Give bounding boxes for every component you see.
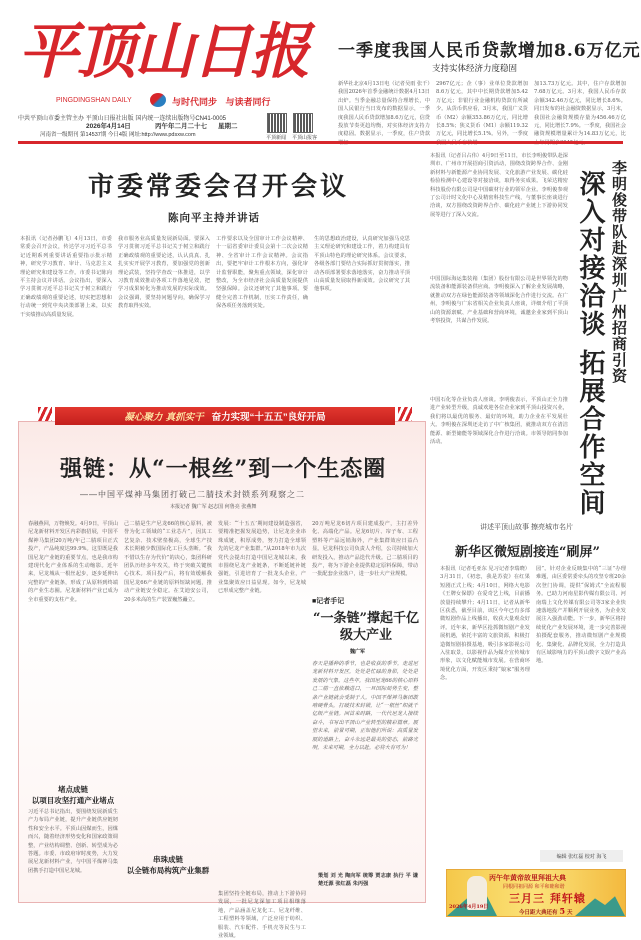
lunar-date: 丙午年二月二十七 xyxy=(155,123,207,130)
qr-label: 平顶山报客 xyxy=(292,135,318,141)
section-heading-line: 堵点成链 xyxy=(58,785,88,794)
qr-code-icon[interactable] xyxy=(267,113,287,133)
editor-credits: 编辑 张红磊 校对 海飞 xyxy=(540,850,623,862)
reporter-note-text: 春天是播种的季节，也是收获的季节。走进尼龙新材料开发区，处处是忙碌的身影，处处是发展的气象。这些年，我国尼龙66的核心原料己二腈一直依赖进口，一旦国际局势生变，整条产业链就会受制于人。中国平煤神马集团敢啃硬骨头，打破技术封锁，让“一根丝”织就千亿级产业链。回首来时路，一代代尼龙人接续奋斗，书写出平顶山产业转型的精彩篇章。展望未来，前景可期，正如他们所说：高质量发展的道路上，奋斗永远是最美的姿态，前路光明，未来可期，全力以赴，必将大有可为！ xyxy=(312,661,418,752)
qr-code-icon[interactable] xyxy=(293,113,313,133)
lead-story-column: 我市服务业高质量发展新局面。要深入学习贯彻习近平总书记关于树立和践行正确政绩观的重要论述，认认真真、扎扎实实开展学习教育，要加强党的创新理论武装，坚持学查改一体推进，以学习教育成效推动各项工作落地见效，把学习成果转化为推动发展的实际成效。会议强调，要坚持问题导向，确保学习教育取得实效。 xyxy=(118,236,210,310)
lead-story-subtitle: 陈向平主持并讲话 xyxy=(168,212,260,224)
top-story-column: 2967亿元；企（事）业单位贷款增加8.6万亿元，其中中长期贷款增加5.42万亿元；非银行业金融机构贷款有所减少。从货币供应看，3月末，我国广义货币（M2）余额353.86万亿元，同比增长8.5%；狭义货币（M1）余额119.32万亿元，同比增长5.1%。另外，一季度 xyxy=(436,81,528,138)
section-heading-line: 串珠成链 xyxy=(153,855,183,864)
masthead-slogan: 与时代同步 与读者同行 xyxy=(172,97,271,107)
feature-column: 春融燕回，万物焕发。4月9日，平顶山尼龙新材料开发区内彩旗招展，中国平煤神马集团20万吨/年己二腈项目正式投产，产品纯度达99.9%。这里既是我国尼龙产业链的重要节点，也是我市构建现代化产业体系的生动缩影。近年来，尼龙城从一根丝起步，逐步延伸出完整的产业链条，形成了从原料到终端的产业生态圈。尼龙新材料产业已成为全市重要的支柱产业。 xyxy=(28,521,118,603)
right-story-headline[interactable]: 深入对接洽谈 拓展合作空间 xyxy=(575,170,605,518)
newspaper-logo: 平顶山日报 xyxy=(18,17,308,87)
qr-label: 平顶新闻 xyxy=(266,135,287,141)
ad-main-text: 三月三 拜轩辕 xyxy=(509,892,586,905)
feature-subtitle: ——中国平煤神马集团打破己二腈技术封锁系列观察之二 xyxy=(80,490,305,499)
top-story-column: 新华社北京4月13日电（记者吴雨 张千）我国2026年首季金融统计数据4月13日出炉。当季金融总量保持合理增长，中国人民银行当日发布的数据显示，一季度我国人民币贷款增加8.6万亿元，信贷投放节奏更趋均衡，对实体经济支持力度稳固。数据显示，一季度，住户贷款 xyxy=(338,81,430,138)
issue-date: 2026年4月14日 xyxy=(86,123,131,130)
section-heading xyxy=(28,784,118,806)
top-story-subtitle: 支持实体经济力度稳固 xyxy=(432,63,518,73)
ad-slogan: 同根同祖同源 和平和睦和谐 xyxy=(503,884,565,890)
top-story-column: 加13.73万亿元。其中，住户存款增加7.68万亿元。3月末，我国人民币存款余额342.46万亿元，同比增长8.6%。同日发布的社会融资数据显示，3月末，我国社会融资规模存量为456.46万亿元，同比增长7.9%。一季度，我国社会融资规模增量累计为14.83万亿元，比 xyxy=(534,81,626,138)
section-text: 集团坚持全链布局，推动上下游协同发展，一批尼龙深加工项目相继落地，产品涵盖尼龙化工、尼龙纤维、工程塑料等领域，广泛应用于纺织、服装、汽车配件、手机壳等民生与工业领域。 xyxy=(218,891,306,940)
feature-column: 20万吨尼龙6切片项目建成投产，主打差异化、高端化产品。尼龙6切片、帘子布、工程塑料等产品远销海外，产业集群效应日益凸显。尼龙科技公司负责人介绍，公司持续加大研发投入，推动产品迭代升级。己二腈项目的投产，将为下游企业提供稳定原料保障，带动一批配套企业落户，进一步壮大产业规模。 xyxy=(312,521,418,578)
ad-banner[interactable] xyxy=(446,869,626,917)
section-text: 习近平总书记指出，要围绕发展新质生产力布局产业链，提升产业链供应链韧性和安全水平。平顶山因煤而生，因煤而兴，随着经济形势变化和国家政策调整，产业结构调整、创新、转型成为必答题。市委、市政府审时度势，大力发展尼龙新材料产业，与中国平煤神马集团携手打造中国尼龙城。 xyxy=(28,809,118,874)
ad-title: 丙午年黄帝故里拜祖大典 xyxy=(489,873,566,882)
feature-column: 发展：“‘十五五’期间建设制造强省，要精准把握发展趋势，让尼龙企业串珠成链，积厚成势，努力打造全球领先的尼龙产业集群。”从2018年市九次党代会提出打造中国尼龙城以来，我市围绕尼龙产业链条，不断延链补链强链，引进培育了一批龙头企业，产业集聚效应日益显现。如今，尼龙城已形成完整产业链。 xyxy=(218,521,306,595)
sub-story-headline[interactable]: 新华区微短剧接连“刷屏” xyxy=(455,545,600,560)
lead-story-headline[interactable]: 市委常委会召开会议 xyxy=(88,172,350,202)
right-story-column: 中国石化等企业负责人座谈。李明俊表示，平顶山正全力推进产业转型升级，真诚欢迎各位企业家到平顶山投资兴业，我们将以最优的服务、最好的环境，助力企业在平发展壮大。李明俊在深圳还走访了中广核集团，就推动双方在清洁能源、新型储能等领域深化合作进行洽谈。市领导陪同参加活动。 xyxy=(430,397,568,446)
countdown-days: 5 xyxy=(559,906,566,916)
english-name: PINGDINGSHAN DAILY xyxy=(56,97,132,104)
countdown-suffix: 天 xyxy=(566,910,573,916)
ad-countdown xyxy=(519,906,572,916)
reporter-note-headline[interactable]: “一条链”撑起千亿级大产业 xyxy=(313,611,419,643)
theme-banner xyxy=(55,407,395,425)
issue-info: 河南省一级期刊 第14537期 今日4版 网址:http://www.pdsxw.com xyxy=(40,132,196,138)
sub-story-column: 本报讯（记者毛亚东 见习记者李瑞晓）3月31日，《初恋，我是苏瓷》在红果短剧正式上线；4月10日，网络大电影《王牌女保镖》在爱奇艺上线，目前播放量持续攀升；4月11日，记者从新华区获悉，截至目前，该区今年已有多部微短剧作品上线播出，收获大量观众好评。近年来，新华区抢抓微短剧产业发展机遇，依托丰富的文旅资源，积极打造微短剧拍摄基地，吸引多家影视公司入驻取景，以影视作品为媒介宣传城市形象，以文化赋能城市发展。在营商环境优化方面，开发区秉持“娘家”服务理念。 xyxy=(440,566,530,682)
feature-credits: 策划 刘 光 陶向军 统筹 贾志康 执行 平 谦 楚迁源 张红磊 朱丙强 xyxy=(318,873,418,888)
ad-date: 2026年4月19日 xyxy=(449,904,489,910)
publisher-line: 中共平顶山市委主管主办 平顶山日报社出版 国内统一连续出版物号CN41-0005 xyxy=(18,116,227,122)
weekday: 星期二 xyxy=(218,123,238,130)
right-story-subhead: 李明俊带队赴深圳广州招商引资 xyxy=(610,160,627,384)
lead-story-column: 本报讯（记者孙鹏飞）4月13日，市委常委会召开会议，传达学习习近平总书记近期系列重要讲话重要指示批示精神，研究学习教育、审计、马克思主义理论研究和建设等工作。市委书记陈向平主持会议并讲话。会议指出，要深入学习贯彻习近平总书记关于树立和践行正确政绩观的重要论述，切实把思想和行动统一到党中央决策部署上来，以实干实绩推动高质量发展。 xyxy=(20,236,112,318)
reporter-note-tag: ■记者手记 xyxy=(312,598,345,605)
banner-text: 奋力实现“十五五”良好开局 xyxy=(211,412,326,423)
countdown-prefix: 今日距大典还有 xyxy=(519,910,558,916)
sub-story-column: 园”。针对企业反映集中的“三证”办理难题，由区委常委牵头的攻坚专班20余次登门协调，提供“保姆式”全流程服务。已助力河南星影传媒有限公司、河南瑞上文化传媒有限公司等3家企业快速落地投产并顺利开展业务，为企业发展注入强劲动能。下一步，新华区将持续优化产业发展环境，进一步完善影视拍摄配套服务，推动微短剧产业规模化、集聚化、品牌化发展，全力打造具有区域影响力的平顶山数字文娱产业高地。 xyxy=(536,566,626,665)
emblem-icon xyxy=(150,93,166,107)
section-heading-line: 以项目攻坚打通产业堵点 xyxy=(31,796,115,805)
section-heading-line: 以全链布局构筑产业集群 xyxy=(126,866,210,875)
feature-column: 己二腈是生产尼龙66的核心原料，被誉为化工领域的“工业芯片”，因其工艺复杂、技术壁垒极高，全球生产技术长期被少数国际化工巨头垄断。“我不惜以生存为代价”的决心，集团科研团队历经多年攻关，终于突破关键核心技术。项目投产后，将有效缓解我国尼龙66产业链的原料短缺问题，推动产业链安全稳定。在艾迪安公司，20多米高的生产装置巍然矗立。 xyxy=(124,521,212,603)
right-story-column: 本报讯（记者吕占伟）4月9日至11日，市长李明俊带队赴深圳市、广州市开展招商引资活动，围绕改资跨界合作、金刚新材料与新能源产业协同发展、文化旅游产业发展、碳化硅检验检测中心建设等对接洽谈，取得务实成果。飞荣达精密科技股份有限公司是中国碳材行业的领军企业。李明俊参观了公司计时文化中心及精密科技生产线，与董事长座谈进行洽谈，双方围绕改资跨界合作、碳化硅产业链上下游协同发展等进行了深入交流。 xyxy=(430,153,568,218)
feature-byline: 本报记者 魏广军 赵志国 何鲁亮 张燕舞 xyxy=(170,504,257,510)
reporter-note-author: 魏广军 xyxy=(350,649,366,655)
masthead-divider xyxy=(18,141,623,144)
feature-headline[interactable]: 强链：从“一根丝”到一个生态圈 xyxy=(60,456,387,482)
section-heading xyxy=(124,854,212,876)
top-story-headline[interactable]: 一季度我国人民币贷款增加8.6万亿元 xyxy=(338,41,641,61)
sub-story-kicker: 讲述平顶山故事 擦亮城市名片 xyxy=(480,524,573,531)
lead-story-column: 工作要求以及全国审计工作会议精神、十一届省委审计委员会第十二次会议精神、全省审计工作会议精神。会议指出，要把牢审计工作根本方向，强化审计监督职能，聚焦重点领域，深化审计整改，为全市经济社会高质量发展提供坚强保障。会议还研究了其他事项。要健全完善工作机制，压实工作责任，确保各项任务落到实处。 xyxy=(216,236,308,310)
lead-story-column: 生的思想政治建设，认真研究加强马克思主义理论研究和建设工作，着力构建具有平顶山特色的理论研究体系。会议要求，各级各部门要结合实际抓好贯彻落实，推动各项部署要求落地落实，奋力推动平顶山高质量发展取得新成效。会议研究了其他事项。 xyxy=(314,236,410,293)
banner-calligraphy: 凝心聚力 真抓实干 xyxy=(124,412,204,423)
right-story-column: 中国国际海运集装箱（集团）股份有限公司是世界领先的物流装备和能源装备供应商。李明俊深入了解企业发展战略，就推动双方在绿色能源装备等领域深化合作进行交流。在广州，李明俊与广东省相关企业负责人座谈，详细介绍了平顶山的资源禀赋、产业基础和营商环境，诚邀企业家到平顶山考察投资，共谋合作发展。 xyxy=(430,276,568,325)
